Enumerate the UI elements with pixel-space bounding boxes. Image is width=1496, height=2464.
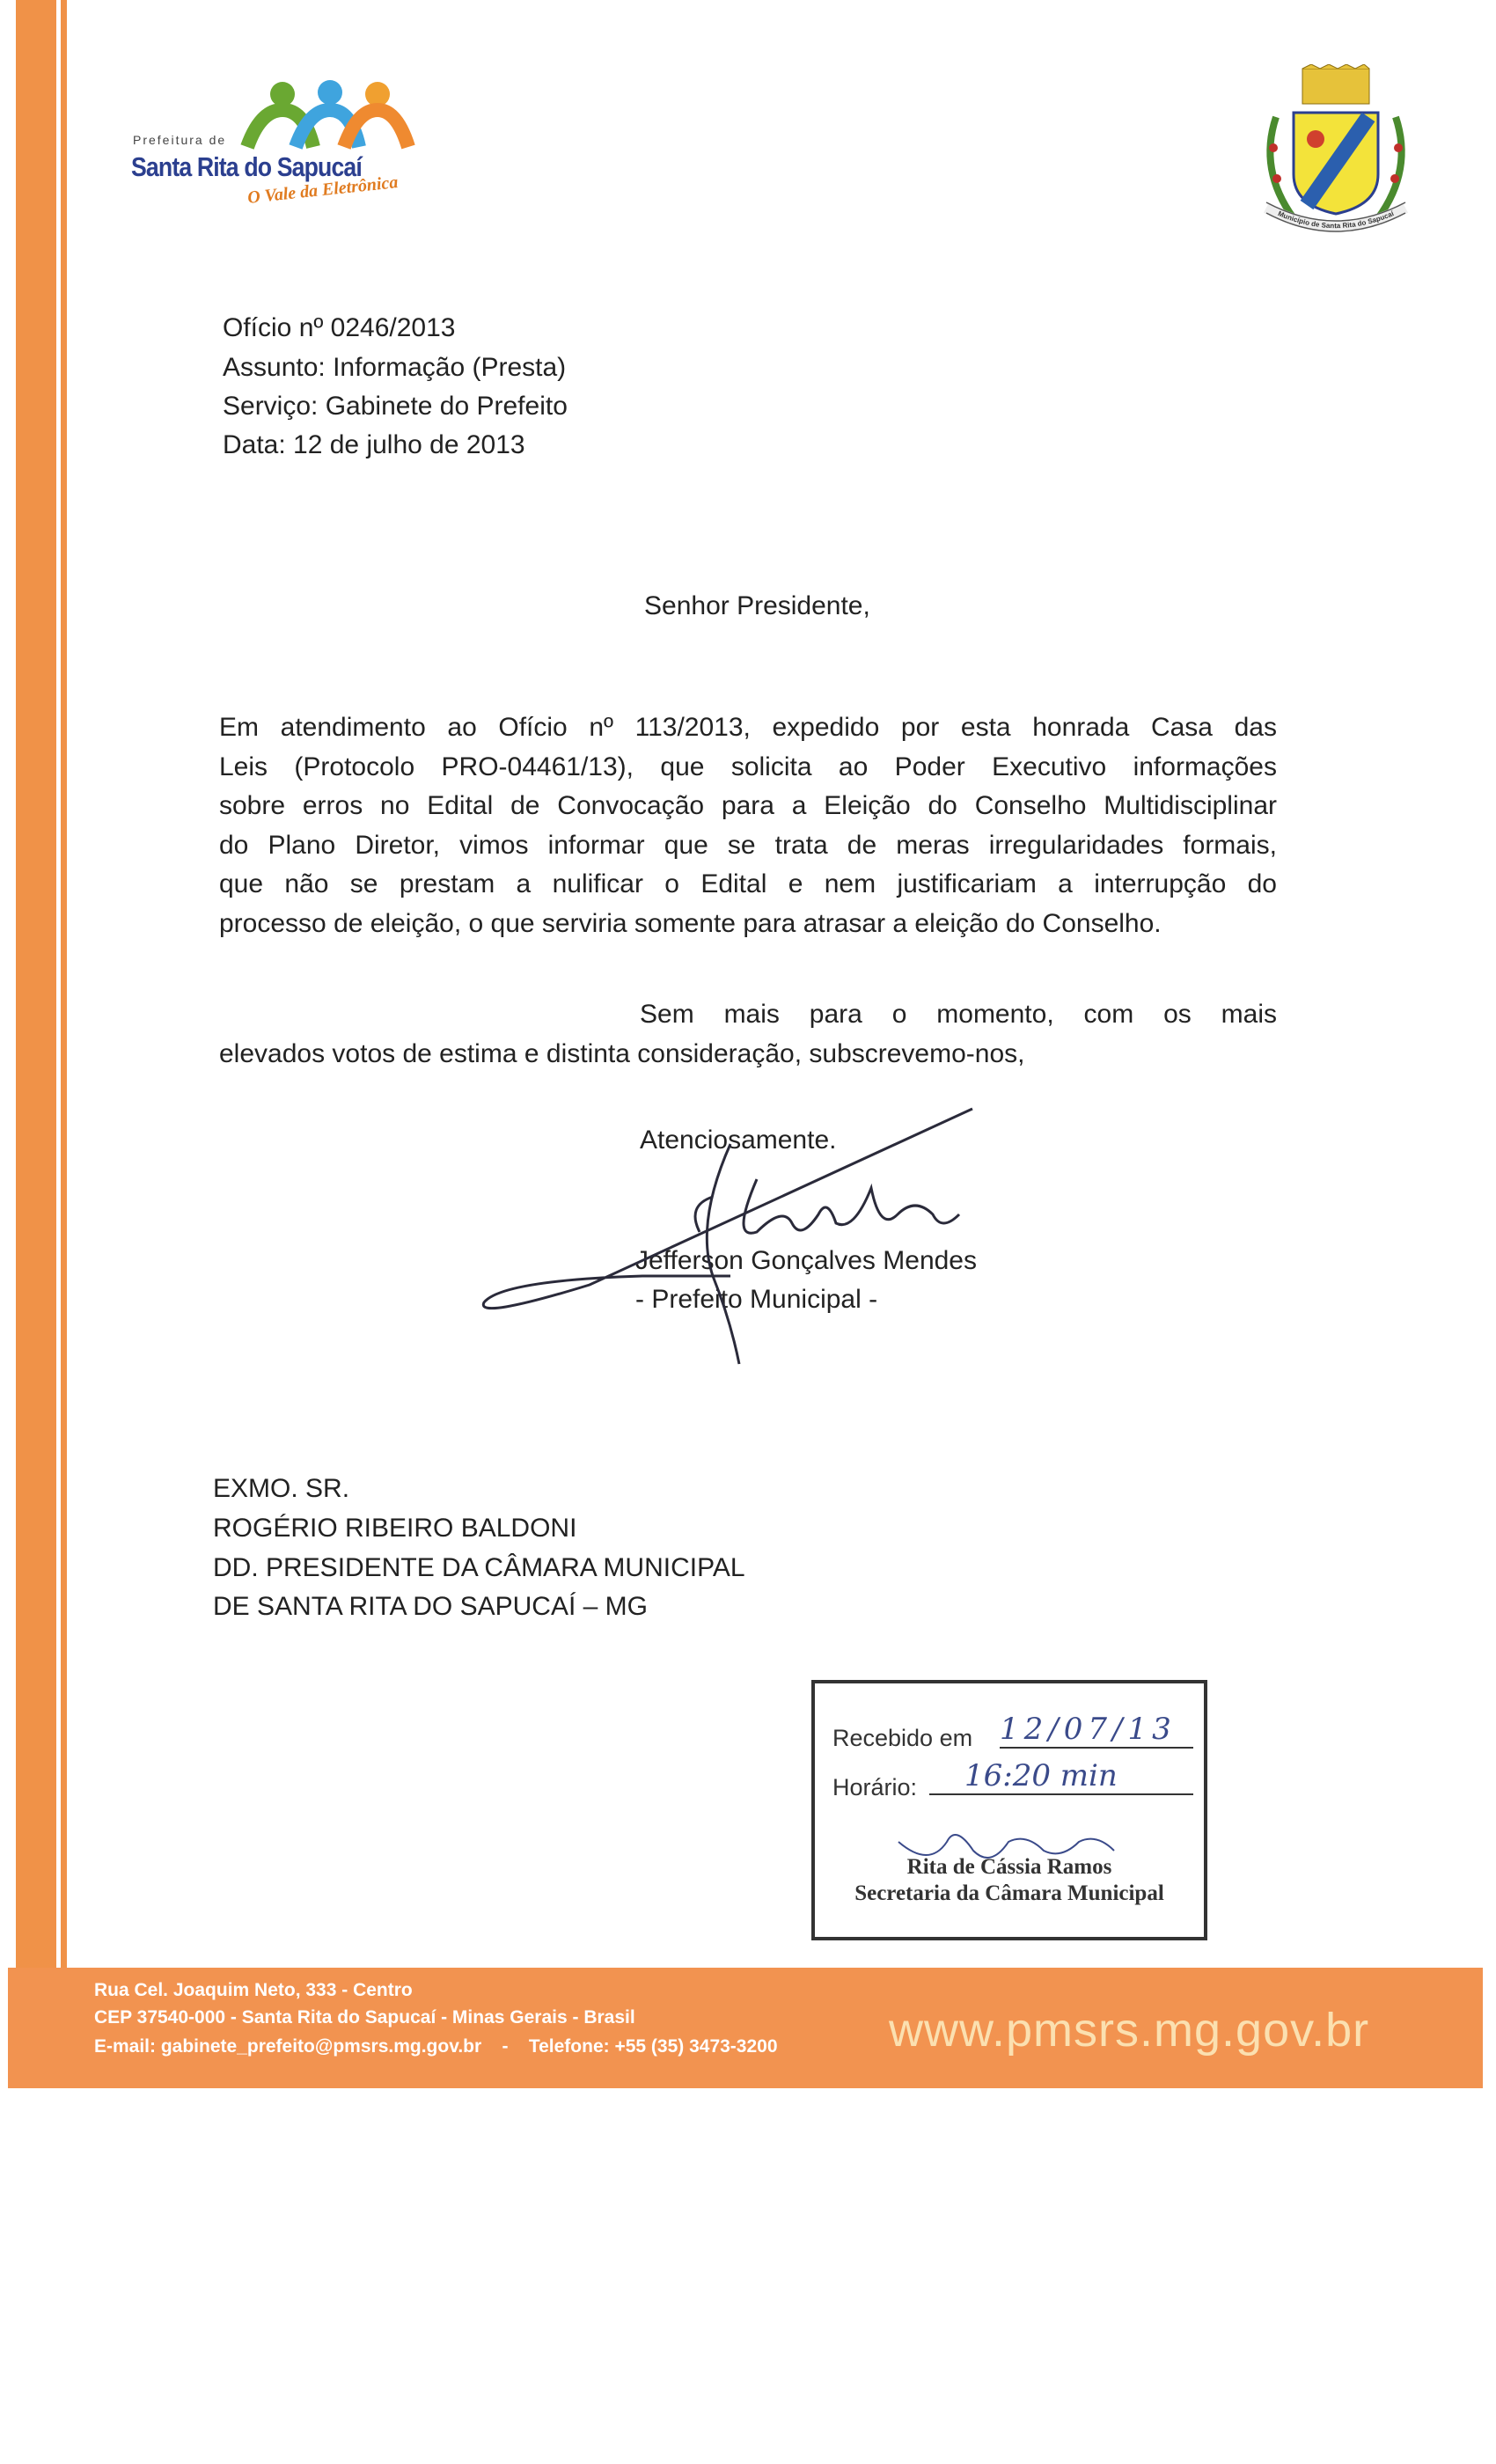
signer-name: Jefferson Gonçalves Mendes [635, 1246, 977, 1275]
body-line: do Plano Diretor, vimos informar que se trata de meras irregularidades formais, [219, 830, 1277, 860]
city-logo [128, 75, 436, 216]
salutation: Senhor Presidente, [644, 591, 870, 620]
time-label: Horário: [832, 1774, 918, 1800]
body-line: Em atendimento ao Ofício nº 113/2013, expedido por esta honrada Casa das [219, 713, 1277, 742]
recipient-line: EXMO. SR. [213, 1474, 350, 1503]
subject-line: Assunto: Informação (Presta) [223, 353, 567, 382]
recipient-line: DE SANTA RITA DO SAPUCAÍ – MG [213, 1592, 648, 1621]
body-paragraph [219, 708, 1277, 943]
received-stamp [811, 1680, 1207, 1940]
footer-website: www.pmsrs.mg.gov.br [889, 2004, 1370, 2057]
closing-line: Sem mais para o momento, com os mais [640, 1000, 1277, 1029]
recipient-line: ROGÉRIO RIBEIRO BALDONI [213, 1514, 577, 1543]
logo-tagline: O Vale da Eletrônica [246, 172, 400, 208]
signoff: Atenciosamente. [640, 1126, 837, 1155]
footer-contact: E-mail: gabinete_prefeito@pmsrs.mg.gov.br - Telefone: +55 (35) 3473-3200 [94, 2036, 778, 2057]
oficio-number: Ofício nº 0246/2013 [223, 313, 456, 342]
recipient-line: DD. PRESIDENTE DA CÂMARA MUNICIPAL [213, 1553, 745, 1582]
received-time: 16:20 min [929, 1758, 1193, 1795]
received-date: 12/07/13 [1000, 1712, 1193, 1749]
service-line: Serviço: Gabinete do Prefeito [223, 392, 568, 421]
closing-paragraph [219, 995, 1277, 1074]
body-line: que não se prestam a nulificar o Edital e nem justificariam a interrupção do [219, 869, 1277, 898]
body-line: processo de eleição, o que serviria somente para atrasar a eleição do Conselho. [219, 908, 1162, 938]
signer-title: - Prefeito Municipal - [635, 1285, 878, 1314]
received-label: Recebido em [832, 1725, 973, 1751]
orange-thin-stripe [61, 0, 67, 1968]
secretary-name: Rita de Cássia Ramos [906, 1855, 1112, 1879]
logo-prefix: Prefeitura de [133, 133, 227, 147]
footer-address: Rua Cel. Joaquim Neto, 333 - Centro [94, 1980, 413, 2000]
crest-motto-text: Município de Santa Rita do Sapucaí [1276, 209, 1396, 231]
footer-cep: CEP 37540-000 - Santa Rita do Sapucaí - Minas Gerais - Brasil [94, 2007, 635, 2028]
logo-name: Santa Rita do Sapucaí [131, 151, 362, 182]
coat-of-arms [1254, 64, 1418, 233]
body-line: Leis (Protocolo PRO-04461/13), que solicita ao Poder Executivo informações [219, 752, 1277, 781]
coat-of-arms-icon [1254, 64, 1418, 233]
closing-line: elevados votos de estima e distinta consideração, subscrevemo-nos, [219, 1038, 1025, 1068]
mayor-signature [466, 1100, 1012, 1373]
body-line: sobre erros no Edital de Convocação para a Eleição do Conselho Multidisciplinar [219, 791, 1277, 820]
orange-side-stripe [16, 0, 56, 1968]
secretary-role: Secretaria da Câmara Municipal [854, 1881, 1164, 1905]
date-line: Data: 12 de julho de 2013 [223, 430, 525, 459]
